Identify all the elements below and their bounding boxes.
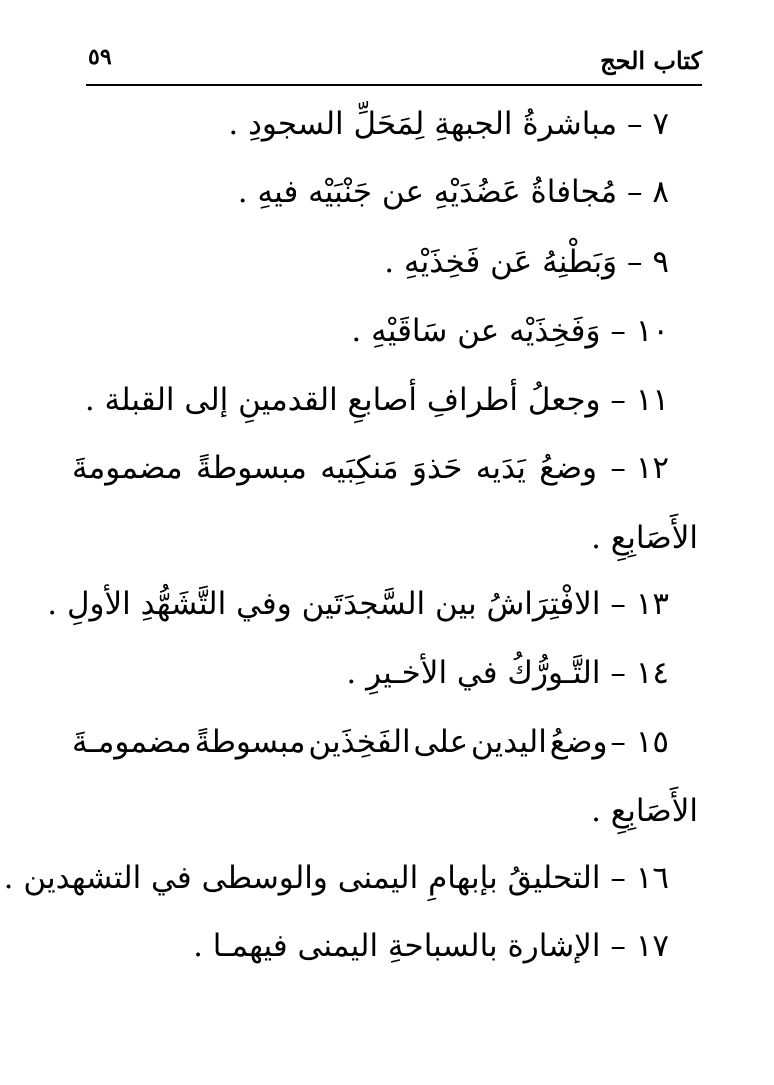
item-number: ١٢ xyxy=(635,450,669,486)
item-number: ٩ xyxy=(652,244,669,280)
item-word: مَنكِبَيه xyxy=(320,450,399,486)
list-item: ١٤ – التَّـورُّكُ في الأخـيرِ . xyxy=(346,655,669,691)
item-text: وَفَخِذَيْه عن سَاقَيْهِ . xyxy=(351,313,601,349)
item-number: ٨ xyxy=(652,174,669,210)
item-word: مبسوطةً xyxy=(195,450,307,486)
list-item: ٩ – وَبَطْنِهُ عَن فَخِذَيْهِ . xyxy=(384,244,669,280)
list-item-continuation: الأَصَابِعِ . xyxy=(591,520,698,556)
item-number: ١٣ xyxy=(635,586,669,622)
item-number: ١٧ xyxy=(635,928,669,964)
item-text: مُجافاةُ عَضُدَيْهِ عن جَنْبَيْه فيهِ . xyxy=(237,174,618,210)
item-word: على xyxy=(413,724,469,760)
item-number: ١١ xyxy=(635,382,669,418)
list-item: ١٦ – التحليقُ بإبهامِ اليمنى والوسطى في التشهدين . xyxy=(3,860,669,896)
item-text: وَبَطْنِهُ عَن فَخِذَيْهِ . xyxy=(384,244,618,280)
item-text: وجعلُ أطرافِ أصابعِ القدمينِ إلى القبلة . xyxy=(84,382,601,418)
book-title: كتاب الحج xyxy=(600,46,702,75)
item-text: مباشرةُ الجبهةِ لِمَحَلِّ السجودِ . xyxy=(228,106,618,142)
item-number: ٧ xyxy=(652,106,669,142)
item-word: يَدَيه xyxy=(475,450,526,486)
list-item-continuation: الأَصَابِعِ . xyxy=(591,793,698,829)
item-number: ١٠ xyxy=(635,313,669,349)
item-text: الافْتِرَاشُ بين السَّجدَتَين وفي التَّشَهُّدِ الأولِ . xyxy=(47,586,601,622)
list-item: ١٣ – الافْتِرَاشُ بين السَّجدَتَين وفي التَّشَهُّدِ الأولِ . xyxy=(47,586,669,622)
list-item: ٨ – مُجافاةُ عَضُدَيْهِ عن جَنْبَيْه فيهِ . xyxy=(237,174,669,210)
item-word: الفَخِذَين xyxy=(308,724,411,760)
list-item xyxy=(72,448,669,488)
item-number: ١٥ xyxy=(635,724,669,760)
item-text: التحليقُ بإبهامِ اليمنى والوسطى في التشهدين . xyxy=(3,860,601,896)
item-word: مبسوطةً xyxy=(194,724,306,760)
list-item: ١٧ – الإشارة بالسباحةِ اليمنى فيهمـا . xyxy=(193,928,669,964)
page-number: ٥٩ xyxy=(88,44,112,70)
item-word: مضمومـةَ xyxy=(72,724,192,760)
item-text: التَّـورُّكُ في الأخـيرِ . xyxy=(346,655,601,691)
item-text: الإشارة بالسباحةِ اليمنى فيهمـا . xyxy=(193,928,601,964)
page-header xyxy=(86,40,702,86)
list-item: ١٠ – وَفَخِذَيْه عن سَاقَيْهِ . xyxy=(351,313,669,349)
item-word: اليدين xyxy=(470,724,547,760)
item-number: ١٤ xyxy=(635,655,669,691)
item-word: حَذوَ xyxy=(411,450,463,486)
item-number: ١٦ xyxy=(635,860,669,896)
list-item: ١١ – وجعلُ أطرافِ أصابعِ القدمينِ إلى القبلة . xyxy=(84,382,669,418)
item-number-with-dash: ١٥ – xyxy=(610,724,669,760)
list-item xyxy=(72,722,669,762)
list-item: ٧ – مباشرةُ الجبهةِ لِمَحَلِّ السجودِ . xyxy=(228,106,669,142)
item-word: وضعُ xyxy=(539,450,597,486)
item-number-with-dash: ١٢ – xyxy=(610,450,669,486)
item-word: مضمومةَ xyxy=(72,450,183,486)
item-word: وضعُ xyxy=(549,724,608,760)
